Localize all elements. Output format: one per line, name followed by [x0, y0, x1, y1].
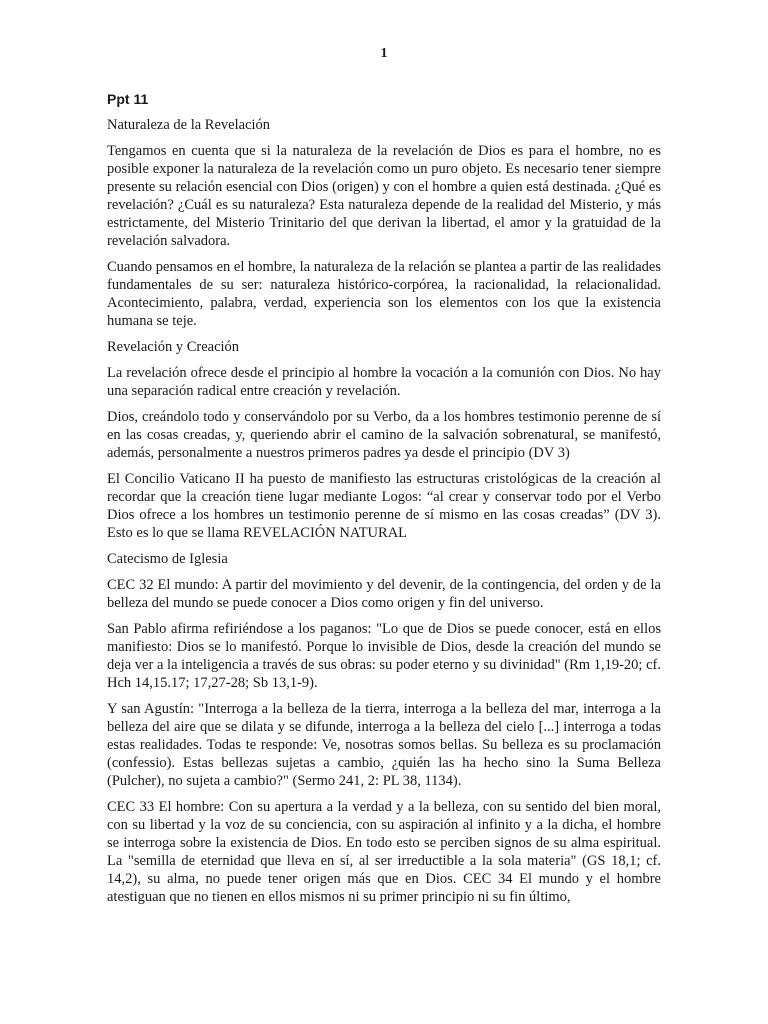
paragraph-tengamos: Tengamos en cuenta que si la naturaleza de la revelación de Dios es para el hombre, no es posible exponer la naturaleza de la revelación como un puro objeto. Es necesario tener siempre presente su relación esencial con Dios (origen) y con el hombre a quien está destinada. ¿Qué es revelación? ¿Cuál es su naturaleza? Esta naturaleza depende de la realidad del Misterio, y más estrictamente, del Misterio Trinitario del que derivan la libertad, el amor y la gratuidad de la revelación salvadora. [107, 143, 661, 249]
section-heading-naturaleza: Naturaleza de la Revelación [107, 117, 271, 133]
section-heading-catecismo: Catecismo de Iglesia [107, 551, 228, 567]
paragraph-dios-creandolo: Dios, creándolo todo y conservándolo por su Verbo, da a los hombres testimonio perenne de sí en las cosas creadas, y, queriendo abrir el camino de la salvación sobrenatural, se manifestó, además, personalmente a nuestros primeros padres ya desde el principio (DV 3) [107, 409, 661, 461]
page-number: 1 [380, 46, 388, 61]
section-heading-revelacion-creacion: Revelación y Creación [107, 339, 240, 355]
paragraph-cec-32: CEC 32 El mundo: A partir del movimiento y del devenir, de la contingencia, del orden y de la belleza del mundo se puede conocer a Dios como origen y fin del universo. [107, 577, 661, 611]
document-page [107, 0, 661, 1024]
document-title: Ppt 11 [107, 91, 149, 107]
paragraph-cec-33: CEC 33 El hombre: Con su apertura a la verdad y a la belleza, con su sentido del bien moral, con su libertad y la voz de su conciencia, con su aspiración al infinito y a la dicha, el hombre se interroga sobre la existencia de Dios. En todo esto se perciben signos de su alma espiritual. La "semilla de eternidad que lleva en sí, al ser irreductible a la sola materia" (GS 18,1; cf. 14,2), su alma, no puede tener origen más que en Dios. CEC 34 El mundo y el hombre atestiguan que no tienen en ellos mismos ni su primer principio ni su fin último, [107, 799, 661, 905]
paragraph-la-revelacion-ofrece: La revelación ofrece desde el principio al hombre la vocación a la comunión con Dios. No hay una separación radical entre creación y revelación. [107, 365, 661, 399]
paragraph-san-pablo: San Pablo afirma refiriéndose a los paganos: "Lo que de Dios se puede conocer, está en ellos manifiesto: Dios se lo manifestó. Porque lo invisible de Dios, desde la creación del mundo se deja ver a la inteligencia a través de sus obras: su poder eterno y su divinidad" (Rm 1,19-20; cf. Hch 14,15.17; 17,27-28; Sb 13,1-9). [107, 621, 661, 691]
document-body [107, 89, 661, 914]
paragraph-cuando-pensamos: Cuando pensamos en el hombre, la naturaleza de la relación se plantea a partir de las realidades fundamentales de su ser: naturaleza histórico-corpórea, la racionalidad, la relacionalidad. Acontecimiento, palabra, verdad, experiencia son los elementos con los que la existencia humana se teje. [107, 259, 661, 329]
paragraph-san-agustin: Y san Agustín: "Interroga a la belleza de la tierra, interroga a la belleza del mar, interroga a la belleza del aire que se dilata y se difunde, interroga a la belleza del cielo [...] interroga a todas estas realidades. Todas te responde: Ve, nosotras somos bellas. Su belleza es su proclamación (confessio). Estas bellezas sujetas a cambio, ¿quién las ha hecho sino la Suma Belleza (Pulcher), no sujeta a cambio?" (Sermo 241, 2: PL 38, 1134). [107, 701, 661, 789]
paragraph-concilio-vaticano: El Concilio Vaticano II ha puesto de manifiesto las estructuras cristológicas de la creación al recordar que la creación tiene lugar mediante Logos: “al crear y conservar todo por el Verbo Dios ofrece a los hombres un testimonio perenne de sí mismo en las cosas creadas” (DV 3). Esto es lo que se llama REVELACIÓN NATURAL [107, 471, 661, 541]
